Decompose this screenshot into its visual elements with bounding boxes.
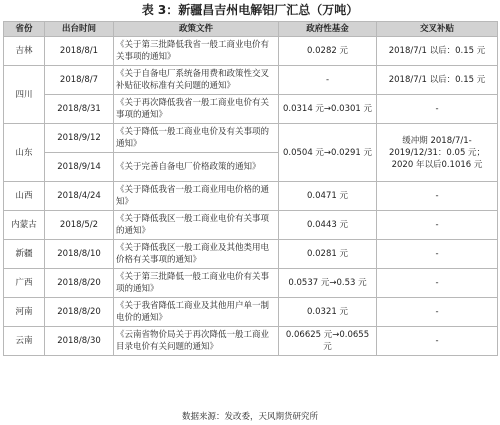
header-policy-doc: 政策文件: [114, 22, 279, 37]
subsidy-cell: 2018/7/1 以后：0.15 元: [377, 37, 498, 66]
fund-cell: 0.0282 元: [279, 37, 377, 66]
province-cell: 云南: [4, 327, 45, 356]
fund-cell: 0.0537 元→0.53 元: [279, 269, 377, 298]
date-cell: 2018/8/1: [45, 37, 114, 66]
policy-doc-cell: 《关于第三批降低我省一般工商业电价有关事项的通知》: [114, 37, 279, 66]
policy-doc-cell: 《关于自备电厂系统备用费和政策性交叉补贴征收标准有关问题的通知》: [114, 66, 279, 95]
subsidy-cell: 缓冲期 2018/7/1-2019/12/31：0.05 元；2020 年以后0.1016 元: [377, 124, 498, 182]
province-cell: 广西: [4, 269, 45, 298]
table-row: [4, 66, 498, 95]
date-cell: 2018/8/31: [45, 95, 114, 124]
province-cell: 四川: [4, 66, 45, 124]
header-province: 省份: [4, 22, 45, 37]
province-cell: 山东: [4, 124, 45, 182]
fund-cell: 0.0471 元: [279, 182, 377, 211]
subsidy-cell: -: [377, 327, 498, 356]
fund-cell: 0.0321 元: [279, 298, 377, 327]
table-row: [4, 37, 498, 66]
data-source-note: 数据来源：发改委，天风期货研究所: [181, 412, 318, 422]
province-cell: 吉林: [4, 37, 45, 66]
policy-doc-cell: 《关于降低我省一般工商业用电价格的通知》: [114, 182, 279, 211]
subsidy-cell: -: [377, 211, 498, 240]
fund-cell: -: [279, 66, 377, 95]
table-row: [4, 211, 498, 240]
date-cell: 2018/5/2: [45, 211, 114, 240]
policy-table: [3, 21, 498, 356]
header-gov-fund: 政府性基金: [279, 22, 377, 37]
province-cell: 山西: [4, 182, 45, 211]
subsidy-cell: 2018/7/1 以后：0.15 元: [377, 66, 498, 95]
subsidy-cell: -: [377, 269, 498, 298]
subsidy-cell: -: [377, 298, 498, 327]
table-row: [4, 182, 498, 211]
date-cell: 2018/8/20: [45, 298, 114, 327]
table-row: [4, 298, 498, 327]
date-cell: 2018/8/7: [45, 66, 114, 95]
header-date: 出台时间: [45, 22, 114, 37]
province-cell: 新疆: [4, 240, 45, 269]
policy-doc-cell: 《关于降低我区一般工商业及其他类用电价格有关事项的通知》: [114, 240, 279, 269]
subsidy-cell: -: [377, 240, 498, 269]
fund-cell: 0.0281 元: [279, 240, 377, 269]
policy-doc-cell: 《云南省物价局关于再次降低一般工商业目录电价有关问题的通知》: [114, 327, 279, 356]
date-cell: 2018/8/10: [45, 240, 114, 269]
policy-doc-cell: 《关于第三批降低一般工商业电价有关事项的通知》: [114, 269, 279, 298]
policy-doc-cell: 《关于再次降低我省一般工商业电价有关事项的通知》: [114, 95, 279, 124]
policy-doc-cell: 《关于降低一般工商业电价及有关事项的通知》: [114, 124, 279, 153]
policy-doc-cell: 《关于完善自备电厂价格政策的通知》: [114, 153, 279, 182]
table-row: [4, 327, 498, 356]
table-title: 表 3：新疆昌吉州电解铝厂汇总（万吨）: [141, 3, 359, 17]
date-cell: 2018/8/20: [45, 269, 114, 298]
date-cell: 2018/9/12: [45, 124, 114, 153]
table-row: [4, 124, 498, 153]
province-cell: 河南: [4, 298, 45, 327]
table-row: [4, 240, 498, 269]
header-cross-subsidy: 交叉补贴: [377, 22, 498, 37]
fund-cell: 0.0504 元→0.0291 元: [279, 124, 377, 182]
subsidy-cell: -: [377, 182, 498, 211]
fund-cell: 0.0314 元→0.0301 元: [279, 95, 377, 124]
policy-doc-cell: 《关于我省降低工商业及其他用户单一制电价的通知》: [114, 298, 279, 327]
province-cell: 内蒙古: [4, 211, 45, 240]
policy-doc-cell: 《关于降低我区一般工商业电价有关事项的通知》: [114, 211, 279, 240]
fund-cell: 0.0443 元: [279, 211, 377, 240]
fund-cell: 0.06625 元→0.0655 元: [279, 327, 377, 356]
table-row: [4, 269, 498, 298]
table-row: [4, 95, 498, 124]
subsidy-cell: -: [377, 95, 498, 124]
date-cell: 2018/4/24: [45, 182, 114, 211]
date-cell: 2018/9/14: [45, 153, 114, 182]
date-cell: 2018/8/30: [45, 327, 114, 356]
header-row: [4, 22, 498, 37]
